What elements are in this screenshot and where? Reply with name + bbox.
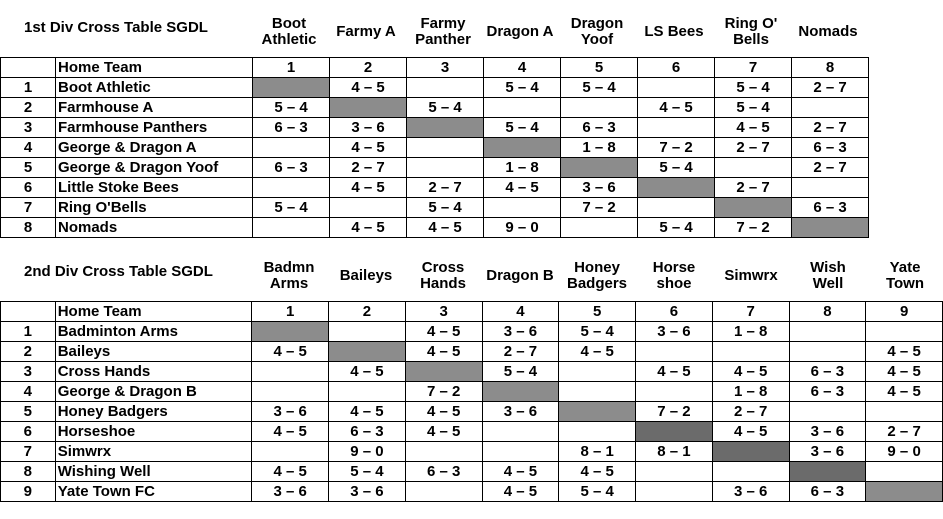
div2-team-header: Dragon B — [486, 266, 554, 284]
score-cell: 3 – 6 — [789, 442, 866, 462]
score-cell: 4 – 5 — [252, 342, 329, 362]
score-cell: 6 – 3 — [253, 158, 330, 178]
team-name: Baileys — [55, 342, 252, 362]
score-cell: 7 – 2 — [715, 218, 792, 238]
score-cell: 4 – 5 — [330, 138, 407, 158]
div1-team-header: Boot Athletic — [261, 14, 317, 48]
score-cell — [407, 78, 484, 98]
score-cell — [715, 158, 792, 178]
div1-table — [0, 57, 869, 238]
score-cell — [712, 342, 789, 362]
table-row — [1, 442, 943, 462]
div1-team-header: Farmy A — [336, 22, 396, 40]
score-cell: 4 – 5 — [407, 218, 484, 238]
table-row — [1, 158, 869, 178]
div1-header — [0, 6, 869, 57]
column-number: 9 — [866, 302, 943, 322]
score-cell — [482, 442, 559, 462]
table-row — [1, 118, 869, 138]
home-team-label: Home Team — [56, 58, 253, 78]
score-cell: 6 – 3 — [792, 138, 869, 158]
div2-team-header: Honey Badgers — [566, 258, 628, 292]
score-cell — [561, 218, 638, 238]
column-number: 7 — [712, 302, 789, 322]
score-cell: 4 – 5 — [482, 462, 559, 482]
score-cell — [789, 342, 866, 362]
score-cell: 4 – 5 — [712, 422, 789, 442]
score-cell: 5 – 4 — [482, 362, 559, 382]
div2-team-header: Simwrx — [724, 266, 778, 284]
corner-cell — [1, 58, 56, 78]
score-cell — [405, 442, 482, 462]
score-cell — [636, 482, 713, 502]
score-cell — [866, 402, 943, 422]
self-match-cell — [405, 362, 482, 382]
score-cell — [252, 362, 329, 382]
column-number: 5 — [559, 302, 636, 322]
row-number: 3 — [1, 118, 56, 138]
score-cell: 9 – 0 — [866, 442, 943, 462]
score-cell: 3 – 6 — [482, 322, 559, 342]
self-match-cell — [712, 442, 789, 462]
div2-header — [0, 250, 943, 301]
score-cell: 5 – 4 — [559, 322, 636, 342]
team-name: Little Stoke Bees — [56, 178, 253, 198]
score-cell: 5 – 4 — [638, 218, 715, 238]
score-cell — [253, 138, 330, 158]
score-cell: 6 – 3 — [789, 482, 866, 502]
div2-team-header: Horse shoe — [652, 258, 696, 292]
row-number: 2 — [1, 98, 56, 118]
score-cell: 2 – 7 — [715, 178, 792, 198]
score-cell — [559, 422, 636, 442]
score-cell: 3 – 6 — [330, 118, 407, 138]
score-cell: 2 – 7 — [866, 422, 943, 442]
score-cell: 9 – 0 — [484, 218, 561, 238]
column-number: 3 — [407, 58, 484, 78]
score-cell: 5 – 4 — [484, 118, 561, 138]
team-name: Boot Athletic — [56, 78, 253, 98]
table-row — [1, 362, 943, 382]
score-cell — [252, 442, 329, 462]
self-match-cell — [715, 198, 792, 218]
score-cell: 5 – 4 — [561, 78, 638, 98]
score-cell: 8 – 1 — [559, 442, 636, 462]
score-cell: 6 – 3 — [405, 462, 482, 482]
div1-team-header: LS Bees — [644, 22, 704, 40]
score-cell: 1 – 8 — [712, 382, 789, 402]
self-match-cell — [866, 482, 943, 502]
row-number: 7 — [1, 442, 56, 462]
column-number: 8 — [789, 302, 866, 322]
div2-team-header: Wish Well — [810, 258, 846, 292]
score-cell — [407, 138, 484, 158]
team-name: Nomads — [56, 218, 253, 238]
score-cell: 5 – 4 — [715, 98, 792, 118]
table-row — [1, 482, 943, 502]
score-cell — [638, 118, 715, 138]
score-cell — [712, 462, 789, 482]
score-cell: 4 – 5 — [866, 342, 943, 362]
self-match-cell — [789, 462, 866, 482]
score-cell: 7 – 2 — [405, 382, 482, 402]
table-row — [1, 218, 869, 238]
self-match-cell — [484, 138, 561, 158]
score-cell — [638, 198, 715, 218]
row-number: 5 — [1, 402, 56, 422]
table-row — [1, 322, 943, 342]
score-cell: 3 – 6 — [252, 402, 329, 422]
team-name: Yate Town FC — [55, 482, 252, 502]
self-match-cell — [636, 422, 713, 442]
team-name: Ring O'Bells — [56, 198, 253, 218]
row-number: 5 — [1, 158, 56, 178]
score-cell: 4 – 5 — [405, 342, 482, 362]
score-cell: 4 – 5 — [405, 402, 482, 422]
score-cell: 7 – 2 — [636, 402, 713, 422]
score-cell: 4 – 5 — [329, 362, 406, 382]
score-cell: 5 – 4 — [329, 462, 406, 482]
score-cell — [559, 382, 636, 402]
score-cell: 2 – 7 — [330, 158, 407, 178]
row-number: 1 — [1, 322, 56, 342]
row-number: 1 — [1, 78, 56, 98]
score-cell: 6 – 3 — [253, 118, 330, 138]
team-name: George & Dragon Yoof — [56, 158, 253, 178]
div2-team-header: Baileys — [339, 266, 393, 284]
team-name: Wishing Well — [55, 462, 252, 482]
score-cell: 6 – 3 — [792, 198, 869, 218]
score-cell: 6 – 3 — [789, 362, 866, 382]
score-cell: 1 – 8 — [561, 138, 638, 158]
score-cell — [482, 422, 559, 442]
self-match-cell — [329, 342, 406, 362]
score-cell: 2 – 7 — [792, 78, 869, 98]
score-cell: 4 – 5 — [559, 342, 636, 362]
row-number: 4 — [1, 382, 56, 402]
score-cell: 4 – 5 — [712, 362, 789, 382]
team-name: Honey Badgers — [55, 402, 252, 422]
div2-team-header: Cross Hands — [420, 258, 466, 292]
div1-section — [0, 6, 869, 238]
score-cell — [405, 482, 482, 502]
score-cell — [789, 402, 866, 422]
score-cell — [252, 382, 329, 402]
score-cell: 2 – 7 — [407, 178, 484, 198]
team-name: Simwrx — [55, 442, 252, 462]
column-number: 4 — [484, 58, 561, 78]
row-number: 6 — [1, 178, 56, 198]
score-cell: 2 – 7 — [792, 158, 869, 178]
self-match-cell — [407, 118, 484, 138]
score-cell: 4 – 5 — [484, 178, 561, 198]
score-cell: 3 – 6 — [252, 482, 329, 502]
column-number: 3 — [405, 302, 482, 322]
team-name: George & Dragon A — [56, 138, 253, 158]
score-cell: 5 – 4 — [559, 482, 636, 502]
score-cell: 4 – 5 — [252, 422, 329, 442]
self-match-cell — [482, 382, 559, 402]
column-number: 6 — [638, 58, 715, 78]
score-cell — [636, 342, 713, 362]
score-cell: 4 – 5 — [330, 178, 407, 198]
score-cell: 4 – 5 — [252, 462, 329, 482]
row-number: 7 — [1, 198, 56, 218]
team-name: George & Dragon B — [55, 382, 252, 402]
team-name: Horseshoe — [55, 422, 252, 442]
score-cell: 6 – 3 — [329, 422, 406, 442]
table-row — [1, 402, 943, 422]
column-number: 1 — [253, 58, 330, 78]
column-number: 2 — [329, 302, 406, 322]
score-cell: 4 – 5 — [405, 322, 482, 342]
score-cell — [561, 98, 638, 118]
score-cell: 4 – 5 — [330, 78, 407, 98]
div1-team-header: Nomads — [798, 22, 858, 40]
score-cell: 4 – 5 — [866, 362, 943, 382]
self-match-cell — [559, 402, 636, 422]
score-cell: 4 – 5 — [638, 98, 715, 118]
score-cell: 7 – 2 — [561, 198, 638, 218]
table-header-row — [1, 58, 869, 78]
column-number: 7 — [715, 58, 792, 78]
home-team-label: Home Team — [55, 302, 252, 322]
column-number: 1 — [252, 302, 329, 322]
score-cell: 3 – 6 — [712, 482, 789, 502]
score-cell: 6 – 3 — [561, 118, 638, 138]
row-number: 8 — [1, 462, 56, 482]
row-number: 6 — [1, 422, 56, 442]
score-cell — [792, 98, 869, 118]
score-cell: 5 – 4 — [715, 78, 792, 98]
row-number: 9 — [1, 482, 56, 502]
corner-cell — [1, 302, 56, 322]
row-number: 4 — [1, 138, 56, 158]
score-cell — [253, 178, 330, 198]
score-cell: 3 – 6 — [789, 422, 866, 442]
score-cell: 5 – 4 — [407, 198, 484, 218]
column-number: 5 — [561, 58, 638, 78]
score-cell — [329, 322, 406, 342]
score-cell: 2 – 7 — [712, 402, 789, 422]
div2-section — [0, 250, 943, 502]
table-row — [1, 178, 869, 198]
score-cell: 8 – 1 — [636, 442, 713, 462]
score-cell — [559, 362, 636, 382]
div2-team-header: Yate Town — [885, 258, 925, 292]
score-cell: 3 – 6 — [636, 322, 713, 342]
score-cell — [636, 462, 713, 482]
score-cell — [330, 198, 407, 218]
self-match-cell — [792, 218, 869, 238]
score-cell — [329, 382, 406, 402]
score-cell: 2 – 7 — [482, 342, 559, 362]
score-cell — [484, 198, 561, 218]
score-cell: 5 – 4 — [638, 158, 715, 178]
score-cell: 3 – 6 — [329, 482, 406, 502]
table-row — [1, 382, 943, 402]
score-cell — [636, 382, 713, 402]
div2-table — [0, 301, 943, 502]
score-cell: 5 – 4 — [484, 78, 561, 98]
score-cell — [253, 218, 330, 238]
score-cell — [484, 98, 561, 118]
column-number: 2 — [330, 58, 407, 78]
row-number: 2 — [1, 342, 56, 362]
div1-team-header: Dragon Yoof — [570, 14, 624, 48]
score-cell: 4 – 5 — [329, 402, 406, 422]
div1-team-header: Ring O' Bells — [724, 14, 778, 48]
score-cell: 4 – 5 — [866, 382, 943, 402]
score-cell: 1 – 8 — [484, 158, 561, 178]
team-name: Badminton Arms — [55, 322, 252, 342]
score-cell — [866, 462, 943, 482]
score-cell: 7 – 2 — [638, 138, 715, 158]
div2-team-header: Badmn Arms — [263, 258, 315, 292]
score-cell: 3 – 6 — [561, 178, 638, 198]
score-cell: 4 – 5 — [715, 118, 792, 138]
table-row — [1, 422, 943, 442]
column-number: 8 — [792, 58, 869, 78]
table-row — [1, 342, 943, 362]
team-name: Farmhouse Panthers — [56, 118, 253, 138]
score-cell: 5 – 4 — [253, 198, 330, 218]
score-cell: 9 – 0 — [329, 442, 406, 462]
score-cell: 4 – 5 — [330, 218, 407, 238]
table-header-row — [1, 302, 943, 322]
table-row — [1, 198, 869, 218]
self-match-cell — [330, 98, 407, 118]
div2-title: 2nd Div Cross Table SGDL — [24, 263, 213, 280]
score-cell: 2 – 7 — [715, 138, 792, 158]
score-cell: 5 – 4 — [253, 98, 330, 118]
div1-team-header: Dragon A — [486, 22, 554, 40]
div1-title: 1st Div Cross Table SGDL — [24, 19, 208, 36]
team-name: Cross Hands — [55, 362, 252, 382]
table-row — [1, 462, 943, 482]
self-match-cell — [253, 78, 330, 98]
score-cell: 4 – 5 — [405, 422, 482, 442]
table-row — [1, 98, 869, 118]
score-cell — [407, 158, 484, 178]
row-number: 8 — [1, 218, 56, 238]
table-row — [1, 138, 869, 158]
self-match-cell — [252, 322, 329, 342]
self-match-cell — [638, 178, 715, 198]
score-cell — [789, 322, 866, 342]
table-row — [1, 78, 869, 98]
score-cell — [638, 78, 715, 98]
row-number: 3 — [1, 362, 56, 382]
div1-team-header: Farmy Panther — [415, 14, 471, 48]
self-match-cell — [561, 158, 638, 178]
score-cell: 4 – 5 — [482, 482, 559, 502]
score-cell — [792, 178, 869, 198]
score-cell: 5 – 4 — [407, 98, 484, 118]
score-cell: 2 – 7 — [792, 118, 869, 138]
team-name: Farmhouse A — [56, 98, 253, 118]
score-cell: 6 – 3 — [789, 382, 866, 402]
score-cell: 4 – 5 — [559, 462, 636, 482]
score-cell: 1 – 8 — [712, 322, 789, 342]
column-number: 4 — [482, 302, 559, 322]
score-cell — [866, 322, 943, 342]
column-number: 6 — [636, 302, 713, 322]
score-cell: 3 – 6 — [482, 402, 559, 422]
score-cell: 4 – 5 — [636, 362, 713, 382]
